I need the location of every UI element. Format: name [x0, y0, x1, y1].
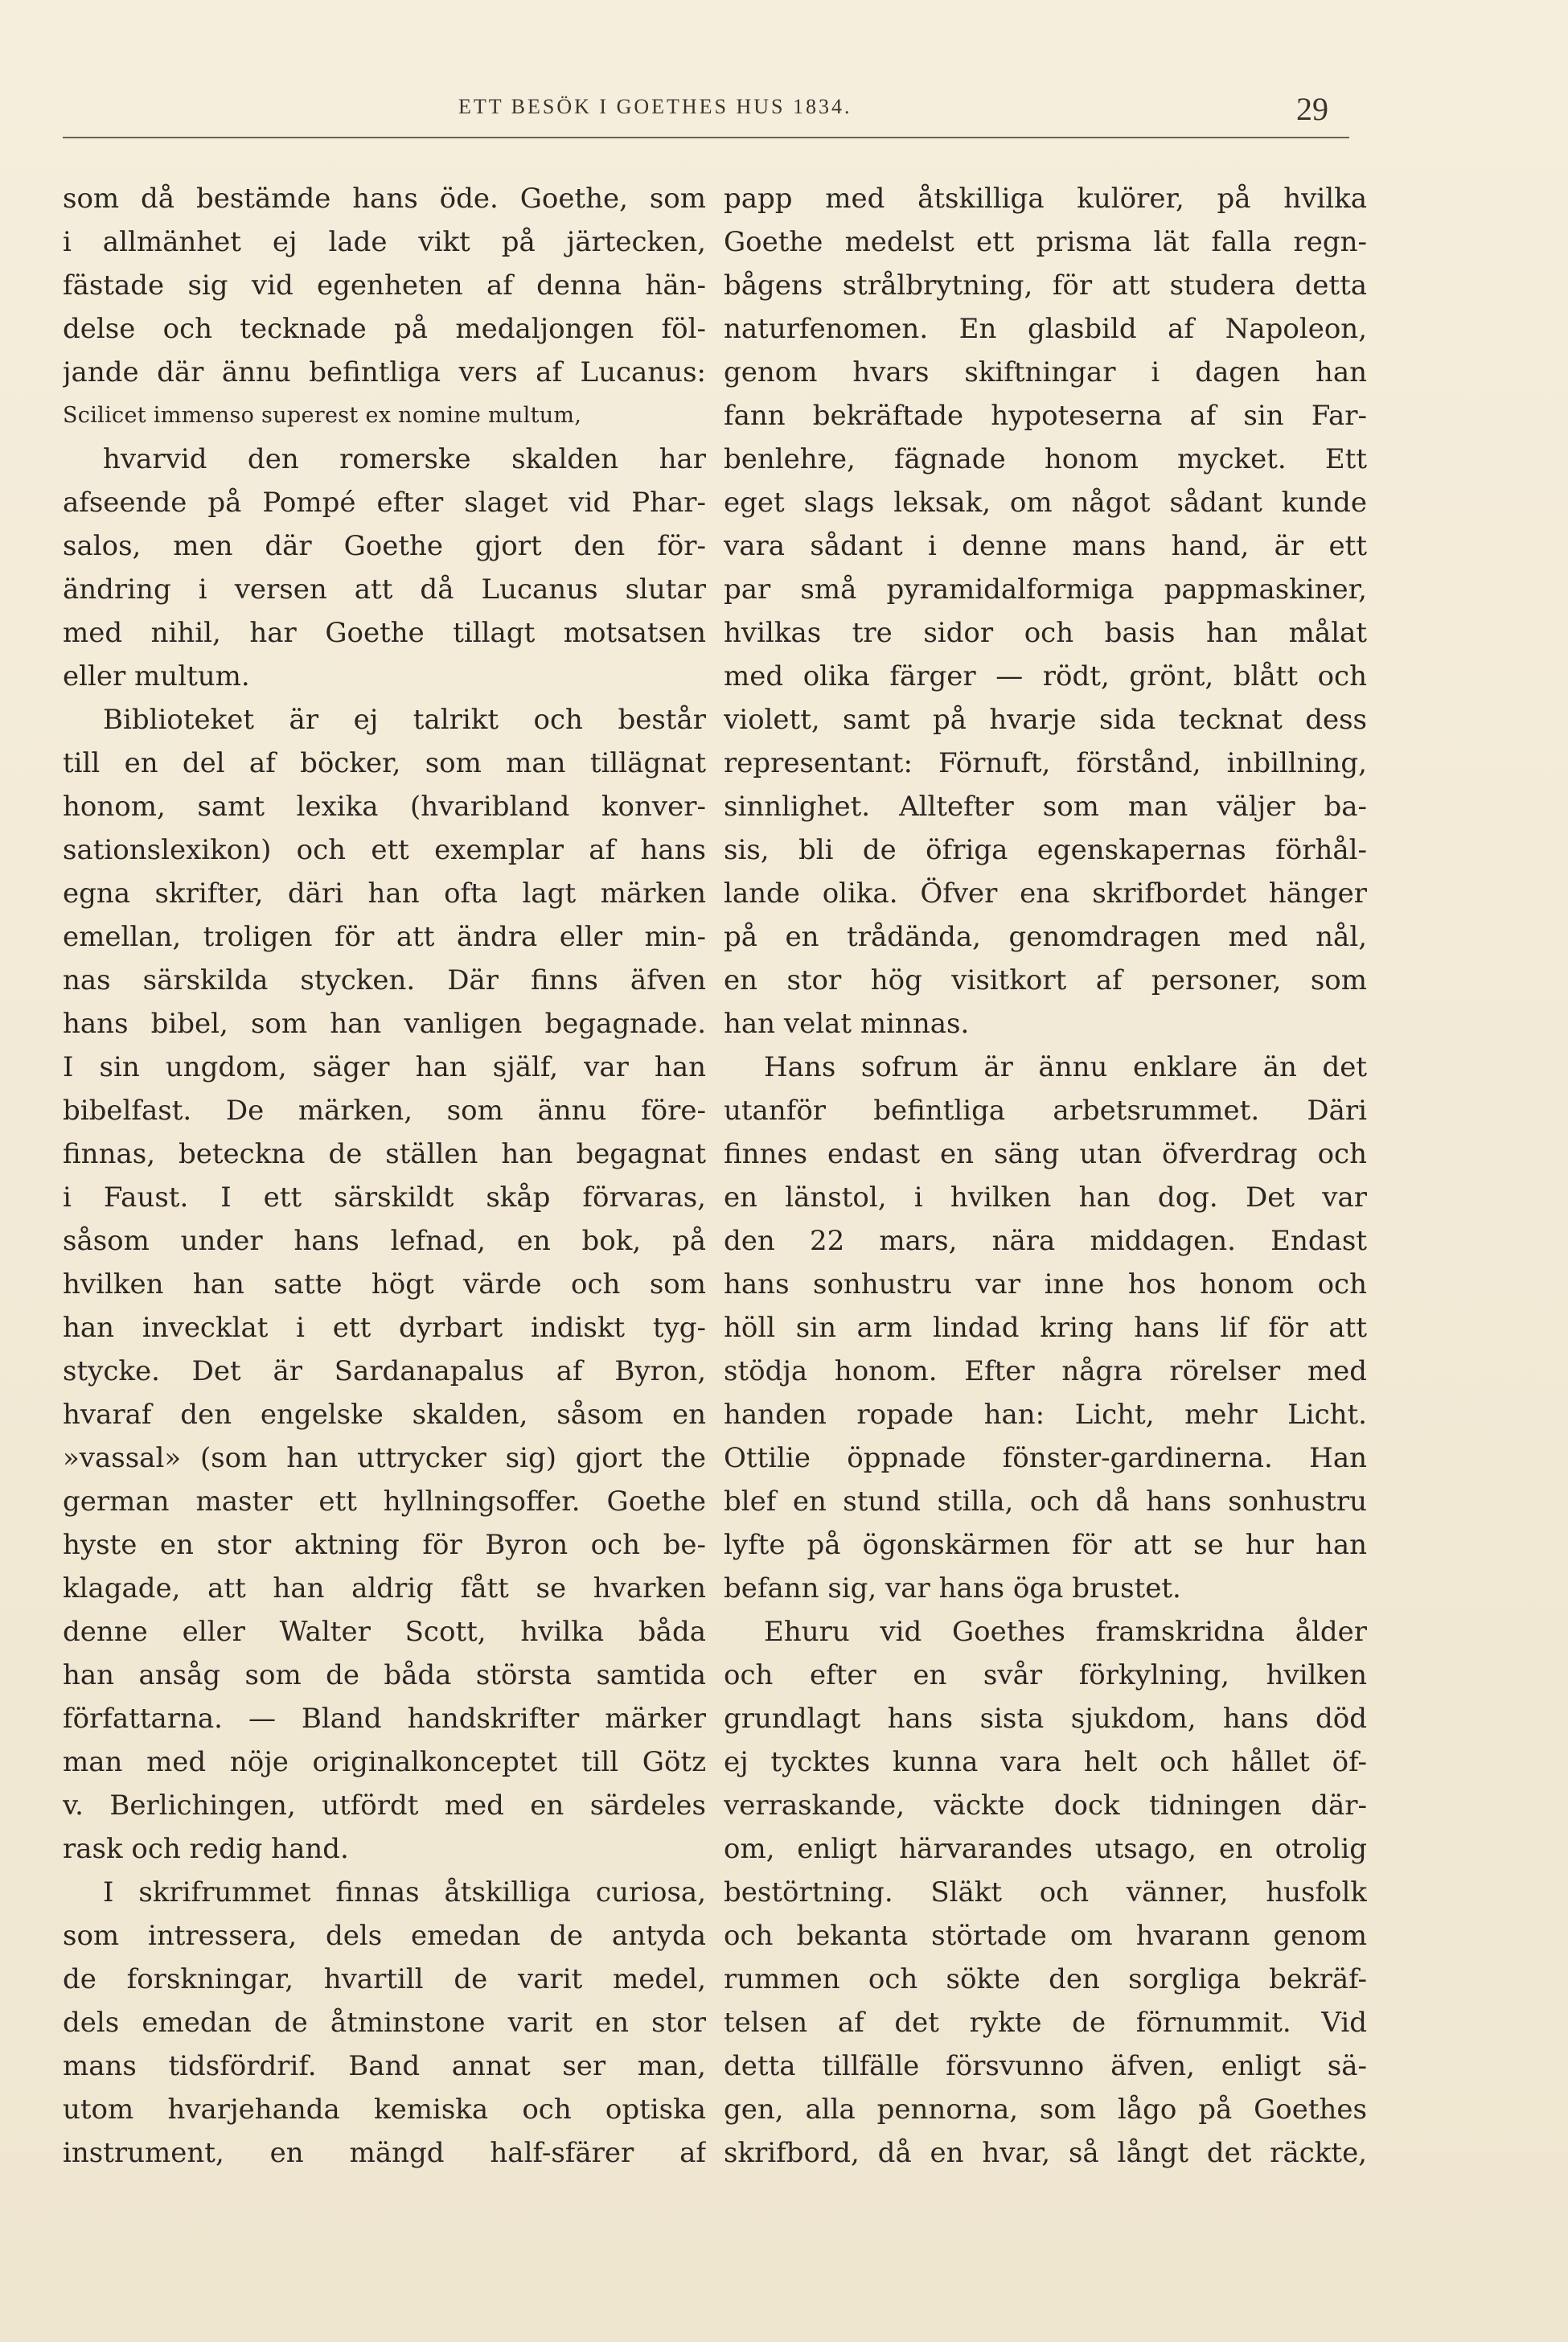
text-line: rummen och sökte den sorgliga bekräf-	[724, 1963, 1367, 1995]
text-line: sationslexikon) och ett exemplar af hans	[63, 834, 706, 866]
text-line: till en del af böcker, som man tillägnat	[63, 747, 706, 779]
text-line: på en trådända, genomdragen med nål,	[724, 921, 1367, 953]
text-line: med olika färger — rödt, grönt, blått och	[724, 660, 1367, 692]
text-line: ändring i versen att då Lucanus slutar	[63, 573, 706, 606]
text-line: man med nöje originalkonceptet till Götz	[63, 1746, 706, 1778]
text-line: mans tidsfördrif. Band annat ser man,	[63, 2050, 706, 2082]
text-line: hvarvid den romerske skalden har	[103, 443, 706, 475]
text-line: stödja honom. Efter några rörelser med	[724, 1355, 1367, 1387]
text-line: finnes endast en säng utan öfverdrag och	[724, 1138, 1367, 1170]
text-line: en stor hög visitkort af personer, som	[724, 964, 1367, 996]
text-line: benlehre, fägnade honom mycket. Ett	[724, 443, 1367, 475]
text-line: hans bibel, som han vanligen begagnade.	[63, 1008, 706, 1040]
text-line: v. Berlichingen, utfördt med en särdeles	[63, 1789, 706, 1822]
text-line: den 22 mars, nära middagen. Endast	[724, 1225, 1367, 1257]
text-line: och bekanta störtade om hvarann genom	[724, 1920, 1367, 1952]
text-line: german master ett hyllningsoffer. Goethe	[63, 1485, 706, 1518]
text-line: Biblioteket är ej talrikt och består	[103, 704, 706, 736]
text-line: som då bestämde hans öde. Goethe, som	[63, 183, 706, 215]
text-line: finnas, beteckna de ställen han begagnat	[63, 1138, 706, 1170]
text-line: i Faust. I ett särskildt skåp förvaras,	[63, 1181, 706, 1214]
running-title: ETT BESÖK I GOETHES HUS 1834.	[458, 95, 852, 118]
text-line: lyfte på ögonskärmen för att se hur han	[724, 1529, 1367, 1561]
text-line: denne eller Walter Scott, hvilka båda	[63, 1616, 706, 1648]
text-line: bågens strålbrytning, för att studera detta	[724, 269, 1367, 302]
text-line: I sin ungdom, säger han själf, var han	[63, 1051, 706, 1083]
text-line: egna skrifter, däri han ofta lagt märken	[63, 877, 706, 910]
text-line: befann sig, var hans öga brustet.	[724, 1572, 1181, 1604]
text-line: vara sådant i denne mans hand, är ett	[724, 530, 1367, 562]
text-line: Ehuru vid Goethes framskridna ålder	[764, 1616, 1367, 1648]
text-line: skrifbord, då en hvar, så långt det räckte,	[724, 2137, 1367, 2169]
text-line: han invecklat i ett dyrbart indiskt tyg-	[63, 1312, 706, 1344]
text-line: klagade, att han aldrig fått se hvarken	[63, 1572, 706, 1604]
text-line: eller multum.	[63, 660, 250, 692]
text-line: eget slags leksak, om något sådant kunde	[724, 487, 1367, 519]
text-line: hans sonhustru var inne hos honom och	[724, 1268, 1367, 1300]
text-line: sinnlighet. Alltefter som man väljer ba-	[724, 791, 1367, 823]
text-line: hvaraf den engelske skalden, såsom en	[63, 1399, 706, 1431]
text-line: verraskande, väckte dock tidningen där-	[724, 1789, 1367, 1822]
text-line: sis, bli de öfriga egenskapernas förhål-	[724, 834, 1367, 866]
text-line: de forskningar, hvartill de varit medel,	[63, 1963, 706, 1995]
text-line: delse och tecknade på medaljongen föl-	[63, 313, 706, 345]
left-column	[63, 177, 706, 2175]
text-line: fästade sig vid egenheten af denna hän-	[63, 269, 706, 302]
text-line: »vassal» (som han uttrycker sig) gjort the	[63, 1442, 706, 1474]
text-line: rask och redig hand.	[63, 1833, 349, 1865]
text-line: Goethe medelst ett prisma lät falla regn-	[724, 226, 1367, 258]
text-line: han ansåg som de båda största samtida	[63, 1659, 706, 1691]
text-line: nas särskilda stycken. Där finns äfven	[63, 964, 706, 996]
text-line: naturfenomen. En glasbild af Napoleon,	[724, 313, 1367, 345]
text-line: höll sin arm lindad kring hans lif för att	[724, 1312, 1367, 1344]
text-line: par små pyramidalformiga pappmaskiner,	[724, 573, 1367, 606]
text-line: såsom under hans lefnad, en bok, på	[63, 1225, 706, 1257]
text-line: i allmänhet ej lade vikt på järtecken,	[63, 226, 706, 258]
text-line: med nihil, har Goethe tillagt motsatsen	[63, 617, 706, 649]
text-line: instrument, en mängd half-sfärer af	[63, 2137, 706, 2169]
text-line: emellan, troligen för att ändra eller min-	[63, 921, 706, 953]
text-line: blef en stund stilla, och då hans sonhustru	[724, 1485, 1367, 1518]
text-line: hvilken han satte högt värde och som	[63, 1268, 706, 1300]
text-line: fann bekräftade hypoteserna af sin Far-	[724, 400, 1367, 432]
text-line: genom hvars skiftningar i dagen han	[724, 356, 1367, 388]
text-line: en länstol, i hvilken han dog. Det var	[724, 1181, 1367, 1214]
text-line: I skrifrummet finnas åtskilliga curiosa,	[103, 1876, 706, 1909]
text-line: honom, samt lexika (hvaribland konver-	[63, 791, 706, 823]
latin-verse-line: Scilicet immenso superest ex nomine multum,	[63, 403, 582, 428]
page-number: 29	[1296, 91, 1328, 127]
text-line: han velat minnas.	[724, 1008, 970, 1040]
text-line: som intressera, dels emedan de antyda	[63, 1920, 706, 1952]
text-line: jande där ännu befintliga vers af Lucanus:	[63, 356, 706, 388]
right-column	[724, 177, 1367, 2175]
text-line: dels emedan de åtminstone varit en stor	[63, 2007, 706, 2039]
text-line: utom hvarjehanda kemiska och optiska	[63, 2093, 706, 2126]
text-line: författarna. — Bland handskrifter märker	[63, 1703, 706, 1735]
text-line: utanför befintliga arbetsrummet. Däri	[724, 1095, 1367, 1127]
text-line: hvilkas tre sidor och basis han målat	[724, 617, 1367, 649]
text-line: papp med åtskilliga kulörer, på hvilka	[724, 183, 1367, 215]
text-line: lande olika. Öfver ena skrifbordet hänger	[724, 877, 1367, 910]
header-rule	[63, 137, 1349, 138]
text-line: salos, men där Goethe gjort den för-	[63, 530, 706, 562]
text-line: Ottilie öppnade fönster-gardinerna. Han	[724, 1442, 1367, 1474]
text-line: handen ropade han: Licht, mehr Licht.	[724, 1399, 1367, 1431]
text-line: gen, alla pennorna, som lågo på Goethes	[724, 2093, 1367, 2126]
text-line: detta tillfälle försvunno äfven, enligt sä-	[724, 2050, 1367, 2082]
text-line: Hans sofrum är ännu enklare än det	[764, 1051, 1367, 1083]
text-line: stycke. Det är Sardanapalus af Byron,	[63, 1355, 706, 1387]
text-line: telsen af det rykte de förnummit. Vid	[724, 2007, 1367, 2039]
text-line: grundlagt hans sista sjukdom, hans död	[724, 1703, 1367, 1735]
text-line: violett, samt på hvarje sida tecknat dess	[724, 704, 1367, 736]
text-line: ej tycktes kunna vara helt och hållet öf-	[724, 1746, 1367, 1778]
text-line: om, enligt härvarandes utsago, en otrolig	[724, 1833, 1367, 1865]
text-line: och efter en svår förkylning, hvilken	[724, 1659, 1367, 1691]
text-line: afseende på Pompé efter slaget vid Phar-	[63, 487, 706, 519]
text-line: bestörtning. Släkt och vänner, husfolk	[724, 1876, 1367, 1909]
text-line: hyste en stor aktning för Byron och be-	[63, 1529, 706, 1561]
text-line: representant: Förnuft, förstånd, inbillning,	[724, 747, 1367, 779]
text-line: bibelfast. De märken, som ännu före-	[63, 1095, 706, 1127]
